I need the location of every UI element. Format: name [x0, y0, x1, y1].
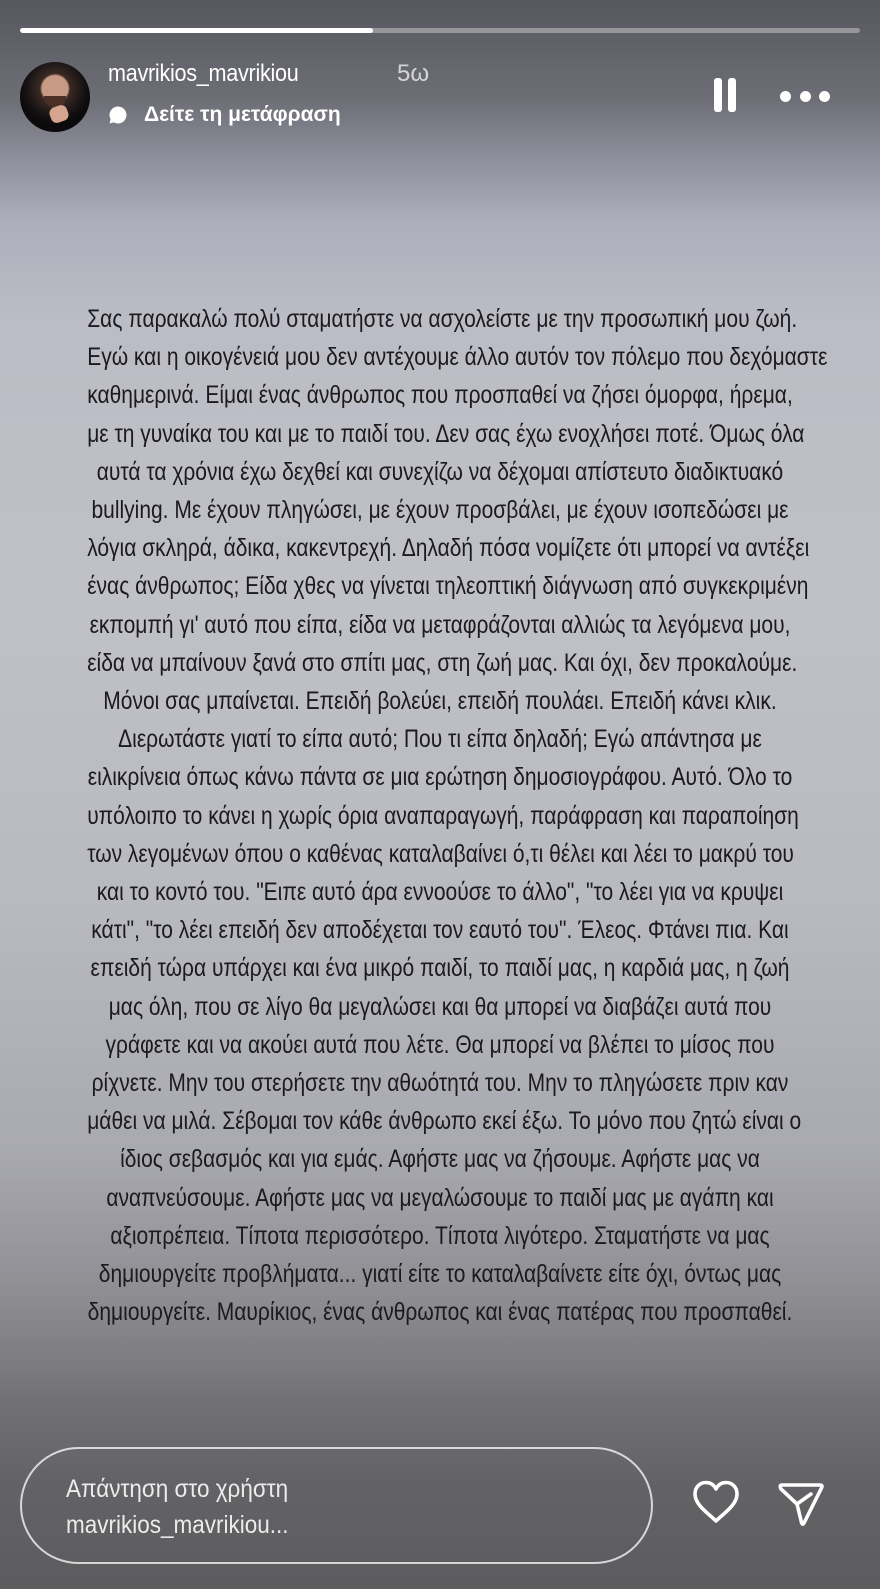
story-text-line: μάθει να μιλά. Σέβομαι τον κάθε άνθρωπο εκεί έξω. Το μόνο που ζητώ είναι ο [87, 1107, 802, 1136]
story-text-line: Διερωτάστε γιατί το είπα αυτό; Που τι είπα δηλαδή; Εγώ απάντησα με [118, 725, 762, 754]
story-text-line: δημιουργείτε. Μαυρίκιος, ένας άνθρωπος και ένας πατέρας που προσπαθεί. [87, 1298, 793, 1327]
story-text-line: με τη γυναίκα του και με το παιδί του. Δεν σας έχω ενοχλήσει ποτέ. Όμως όλα [87, 419, 805, 448]
more-options-icon[interactable] [780, 86, 830, 106]
story-progress-bar [20, 28, 860, 33]
story-text-line: αναπνεύσουμε. Αφήστε μας να μεγαλώσουμε το παιδί μας με αγάπη και [106, 1183, 774, 1212]
see-translation-label: Δείτε τη μετάφραση [144, 103, 341, 126]
reply-placeholder-line-2: mavrikios_mavrikiou... [66, 1511, 289, 1539]
story-text-line: δημιουργείτε προβλήματα... γιατί είτε το καταλαβαίνετε είτε όχι, όντως μας [98, 1260, 782, 1289]
see-translation-button[interactable] [108, 102, 341, 128]
reply-placeholder-line-1: Απάντηση στο χρήστη [66, 1475, 289, 1503]
story-text-body [20, 300, 860, 1331]
story-text-line: Εγώ και η οικογένειά μου δεν αντέχουμε άλλο αυτόν τον πόλεμο που δεχόμαστε [87, 343, 828, 372]
translate-bubble-icon [108, 105, 128, 125]
story-text-line: ρίχνετε. Μην του στερήσετε την αθωότητά του. Μην το πληγώσετε πριν καν [91, 1069, 789, 1098]
story-text-line: και το κοντό του. "Ειπε αυτό άρα εννοούσε το άλλο", "το λέει για να κρυψει [96, 878, 784, 907]
post-time: 5ω [397, 60, 430, 87]
story-text-line: ένας άνθρωπος; Είδα χθες να γίνεται τηλεοπτική διάγνωση από συγκεκριμένη [87, 572, 809, 601]
story-text-line: είδα να μπαίνουν ξανά στο σπίτι μας, στη ζωή μας. Και όχι, δεν προκαλούμε. [87, 648, 798, 677]
send-icon[interactable] [775, 1480, 827, 1528]
story-progress-fill [20, 28, 373, 33]
story-text-line: ειλικρίνεια όπως κάνω πάντα σε μια ερώτηση δημοσιογράφου. Αυτό. Όλο το [87, 763, 793, 792]
story-text-line: Μόνοι σας μπαίνεται. Επειδή βολεύει, επειδή πουλάει. Επειδή κάνει κλικ. [103, 687, 777, 716]
story-text-line: επειδή τώρα υπάρχει και ένα μικρό παιδί, το παιδί μας, η καρδιά μας, η ζωή [90, 954, 790, 983]
story-text-line: υπόλοιπο το κάνει η χωρίς όρια αναπαραγωγή, παράφραση και παραποίηση [87, 801, 799, 830]
story-text-line: κάτι", "το λέει επειδή δεν αποδέχεται τον εαυτό του". Έλεος. Φτάνει πια. Και [91, 916, 789, 945]
reply-input[interactable] [20, 1447, 653, 1564]
username-link[interactable]: mavrikios_mavrikiou [108, 60, 299, 87]
story-header [0, 58, 880, 138]
reply-placeholder [66, 1471, 289, 1543]
story-text-line: λόγια σκληρά, άδικα, κακεντρεχή. Δηλαδή πόσα νομίζετε ότι μπορεί να αντέξει [87, 534, 810, 563]
story-text-line: αυτά τα χρόνια έχω δεχθεί και συνεχίζω να δέχομαι απίστευτο διαδικτυακό [96, 457, 784, 486]
story-text-line: εκπομπή γι' αυτό που είπα, είδα να μεταφράζονται αλλιώς τα λεγόμενα μου, [89, 610, 791, 639]
story-text-line: αξιοπρέπεια. Τίποτα περισσότερο. Τίποτα λιγότερο. Σταματήστε να μας [110, 1221, 770, 1250]
story-text-line: Σας παρακαλώ πολύ σταματήστε να ασχολείστε με την προσωπική μου ζωή. [87, 305, 798, 333]
story-text-line: bullying. Με έχουν πληγώσει, με έχουν προσβάλει, με έχουν ισοπεδώσει με [91, 496, 789, 525]
story-text-line: μας όλη, που σε λίγο θα μεγαλώσει και θα μπορεί να διαβάζει αυτά που [108, 992, 772, 1021]
pause-icon[interactable] [712, 78, 740, 112]
story-text-line: καθημερινά. Είμαι ένας άνθρωπος που προσπαθεί να ζήσει όμορφα, ήρεμα, [87, 381, 793, 410]
story-text-line: γράφετε και να ακούει αυτά που λέτε. Θα μπορεί να βλέπει το μίσος που [105, 1030, 775, 1059]
avatar[interactable] [20, 62, 90, 132]
heart-icon[interactable] [690, 1478, 742, 1526]
story-text-line: των λεγομένων όπου ο καθένας καταλαβαίνει ό,τι θέλει και λέει το μακρύ του [87, 839, 794, 868]
story-text-line: ίδιος σεβασμός και για εμάς. Αφήστε μας να ζήσουμε. Αφήστε μας να [120, 1145, 760, 1174]
